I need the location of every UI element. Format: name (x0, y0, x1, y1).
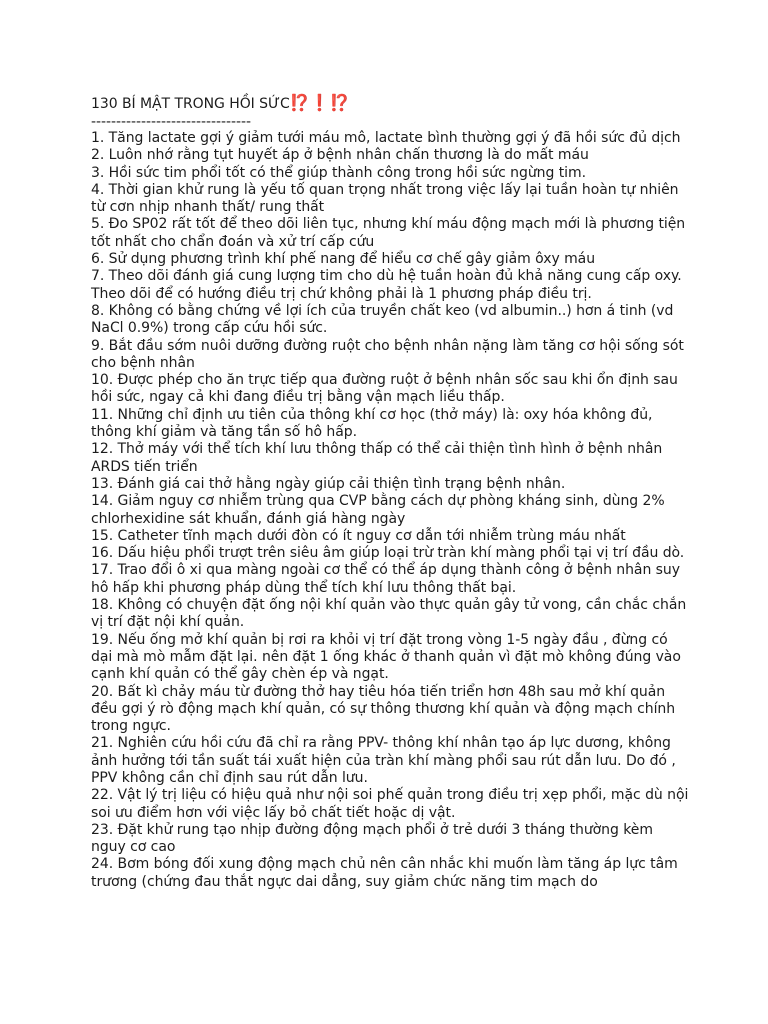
list-item: 9. Bắt đầu sớm nuôi dưỡng đường ruột cho bệnh nhân nặng làm tăng cơ hội sống sót cho bệnh nhân (91, 337, 684, 371)
list-item: 14. Giảm nguy cơ nhiễm trùng qua CVP bằng cách dự phòng kháng sinh, dùng 2% chlorhexidine sát khuẩn, đánh giá hàng ngày (91, 493, 665, 527)
list-item: 11. Những chỉ định ưu tiên của thông khí cơ học (thở máy) là: oxy hóa không đủ, thông khí giảm và tăng tần số hô hấp. (91, 406, 653, 441)
list-item: 17. Trao đổi ô xi qua màng ngoài cơ thể có thể áp dụng thành công ở bệnh nhân suy hô hấp khi phương pháp dùng thể tích khí lưu thông thất bại. (91, 562, 680, 596)
list-item: 22. Vật lý trị liệu có hiệu quả như nội soi phế quản trong điều trị xẹp phổi, mặc dù nội soi ưu điểm hơn với việc lấy bỏ chất tiết hoặc dị vật. (91, 787, 689, 821)
list-item: 16. Dấu hiệu phổi trượt trên siêu âm giúp loại trừ tràn khí màng phổi tại vị trí đầu dò. (91, 545, 685, 562)
list-item: 19. Nếu ống mở khí quản bị rơi ra khỏi vị trí đặt trong vòng 1-5 ngày đầu , đừng có dại mà mò mẫm đặt lại. nên đặt 1 ống khác ở thanh quản vì đặt mò không đúng vào cạnh khí quản có thể gây chèn ép và ngạt. (91, 631, 681, 683)
list-item: 13. Đánh giá cai thở hằng ngày giúp cải thiện tình trạng bệnh nhân. (91, 475, 566, 492)
list-item: 3. Hồi sức tim phổi tốt có thể giúp thành công trong hồi sức ngừng tim. (91, 164, 586, 181)
title-divider: -------------------------------- (91, 115, 252, 130)
list-item: 18. Không có chuyện đặt ống nội khí quản vào thực quản gây tử vong, cần chắc chắn vị trí đặt nội khí quản. (91, 597, 687, 631)
exclamation-question-emoji-icon: ⁉️❗⁉️ (289, 93, 350, 112)
document-title: 130 BÍ MẬT TRONG HỒI SỨC (91, 96, 290, 112)
list-item: 23. Đặt khử rung tạo nhịp đường động mạch phổi ở trẻ dưới 3 tháng thường kèm nguy cơ cao (91, 821, 653, 856)
list-item: 5. Đo SP02 rất tốt để theo dõi liên tục, nhưng khí máu động mạch mới là phương tiện tốt nhất cho chẩn đoán và xử trí cấp cứu (91, 216, 686, 250)
list-item: 21. Nghiên cứu hồi cứu đã chỉ ra rằng PPV- thông khí nhân tạo áp lực dương, không ảnh hưởng tới tần suất tái xuất hiện của tràn khí màng phổi sau rút dẫn lưu. Do đó , PPV không cần chỉ định sau rút dẫn lưu. (91, 735, 676, 786)
document-page (91, 92, 691, 891)
list-item: 2. Luôn nhớ rằng tụt huyết áp ở bệnh nhân chấn thương là do mất máu (91, 147, 589, 164)
list-item: 6. Sử dụng phương trình khí phế nang để hiểu cơ chế gây giảm ôxy máu (91, 251, 596, 268)
list-item: 20. Bất kì chảy máu từ đường thở hay tiêu hóa tiến triển hơn 48h sau mở khí quản đều gợi ý rò động mạch khí quản, có sự thông thương khí quản và động mạch chính trong ngực. (91, 683, 676, 735)
list-item: 24. Bơm bóng đối xung động mạch chủ nên cân nhắc khi muốn làm tăng áp lực tâm trương (chứng đau thắt ngực dai dẳng, suy giảm chức năng tim mạch do (91, 856, 678, 890)
list-item: 1. Tăng lactate gợi ý giảm tưới máu mô, lactate bình thường gợi ý đã hồi sức đủ dịch (91, 130, 681, 146)
list-item: 8. Không có bằng chứng về lợi ích của truyền chất keo (vd albumin..) hơn á tinh (vd NaCl 0.9%) trong cấp cứu hồi sức. (91, 302, 674, 337)
document-title-line (91, 92, 691, 115)
list-item: 12. Thở máy với thể tích khí lưu thông thấp có thể cải thiện tình hình ở bệnh nhân ARDS tiến triển (91, 441, 663, 475)
list-item: 7. Theo dõi đánh giá cung lượng tim cho dù hệ tuần hoàn đủ khả năng cung cấp oxy. Theo dõi để có hướng điều trị chứ không phải là 1 phương pháp điều trị. (91, 268, 682, 302)
list-item: 15. Catheter tĩnh mạch dưới đòn có ít nguy cơ dẫn tới nhiễm trùng máu nhất (91, 527, 626, 544)
list-item: 10. Được phép cho ăn trực tiếp qua đường ruột ở bệnh nhân sốc sau khi ổn định sau hồi sức, ngay cả khi đang điều trị bằng vận mạch liều thấp. (91, 372, 678, 406)
secrets-list (91, 130, 691, 891)
list-item: 4. Thời gian khử rung là yếu tố quan trọng nhất trong việc lấy lại tuần hoàn tự nhiên từ cơn nhịp nhanh thất/ rung thất (91, 181, 679, 216)
